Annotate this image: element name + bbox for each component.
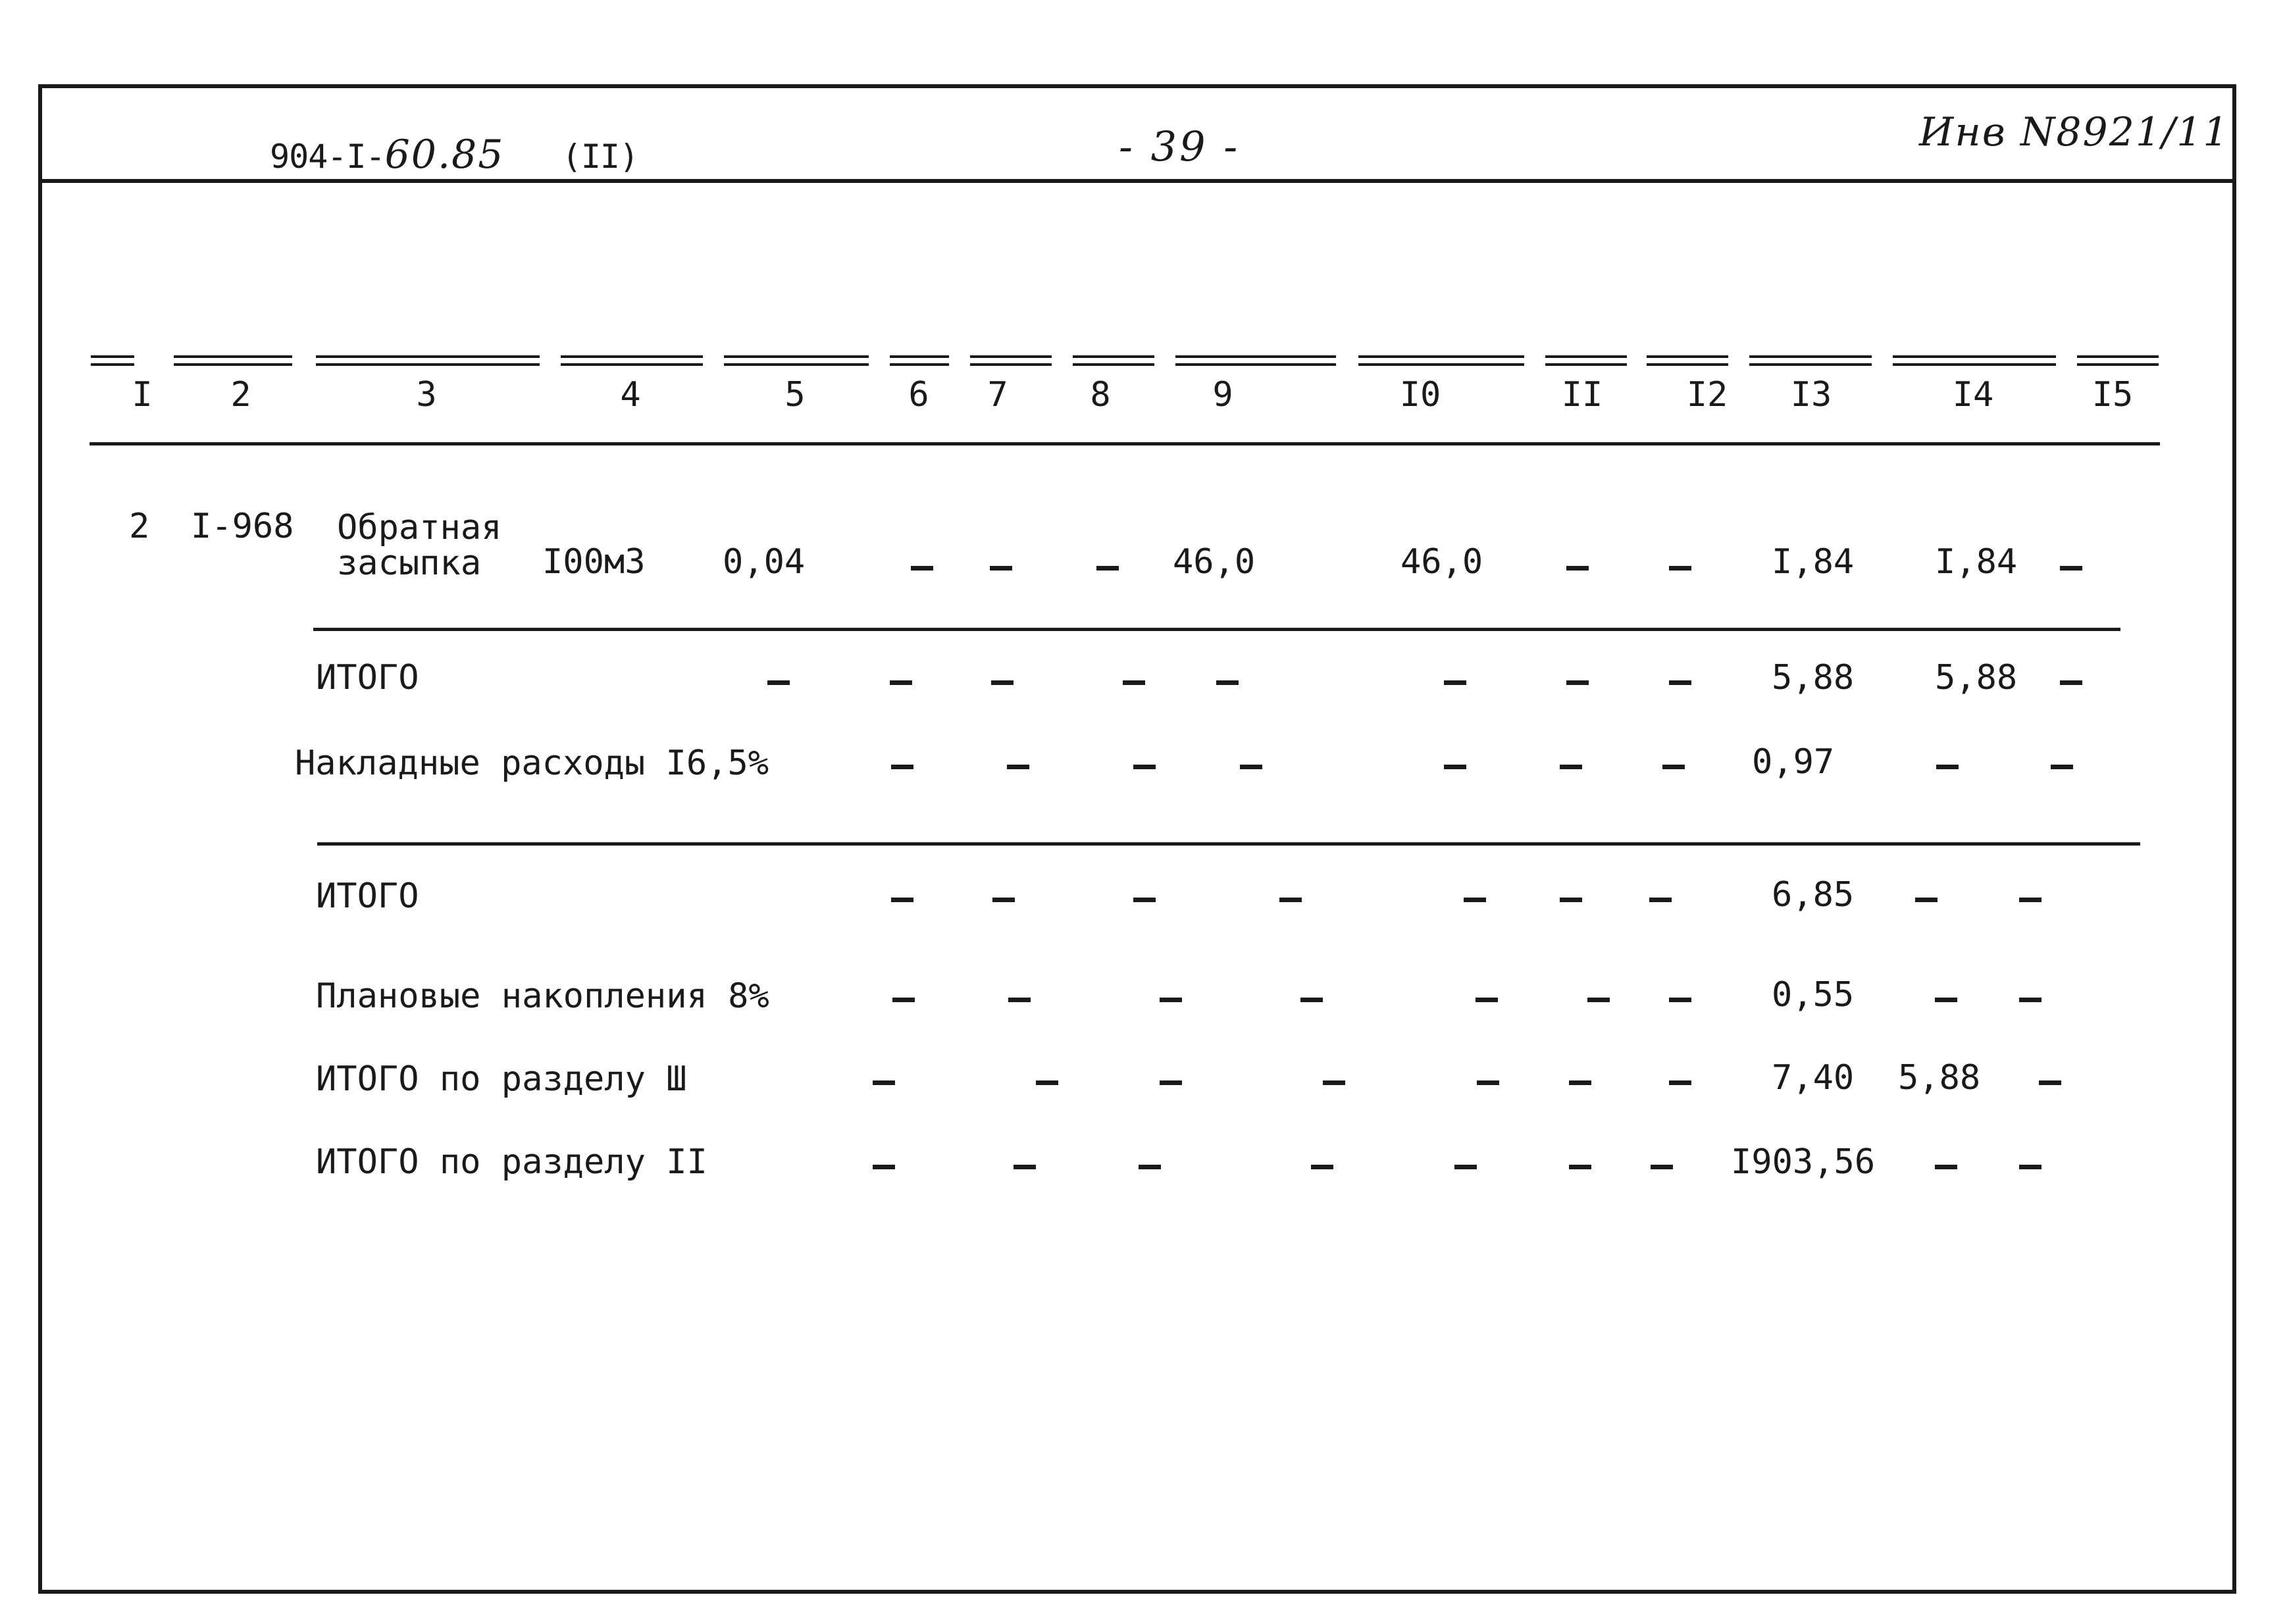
dash — [1662, 765, 1685, 769]
page-frame — [38, 84, 2236, 1594]
doc-code-suffix: (II) — [561, 138, 639, 176]
col-header-rule — [1749, 355, 1872, 366]
dash — [1476, 998, 1498, 1002]
column-number: 9 — [1212, 375, 1233, 415]
column-number: II — [1561, 375, 1603, 415]
dash — [1649, 898, 1672, 902]
column-number: 7 — [987, 375, 1008, 415]
dash — [1133, 898, 1156, 902]
dash — [1096, 566, 1119, 571]
dash — [1279, 898, 1302, 902]
row-col10: 46,0 — [1400, 542, 1483, 582]
inventory-number: Инв N8921/11 — [1919, 109, 2230, 155]
column-number: I2 — [1686, 375, 1728, 415]
row-quantity: 0,04 — [723, 542, 806, 582]
row-col9: 46,0 — [1173, 542, 1256, 582]
col-header-rule — [1893, 355, 2056, 366]
header-divider — [42, 179, 2236, 183]
column-number: 2 — [230, 375, 251, 415]
column-number: I — [132, 375, 153, 415]
overhead-label: Накладные расходы I6,5% — [295, 744, 769, 783]
dash — [2019, 1165, 2041, 1169]
doc-code-handwritten: 60.85 — [384, 132, 505, 178]
dash — [1216, 680, 1239, 685]
row-col13: I,84 — [1772, 542, 1855, 582]
dash — [1560, 765, 1582, 769]
dash — [1569, 1080, 1591, 1085]
dash — [1464, 898, 1486, 902]
row-code: I-968 — [191, 507, 294, 546]
table-header-rule — [90, 442, 2160, 445]
dash — [2060, 680, 2082, 685]
dash — [1160, 1080, 1182, 1085]
row-name-line1: Обратная — [337, 508, 502, 547]
dash — [1036, 1080, 1058, 1085]
dash — [1569, 1165, 1591, 1169]
dash — [1300, 998, 1323, 1002]
doc-code-prefix: 904-I- — [270, 138, 385, 176]
column-number: I3 — [1790, 375, 1832, 415]
dash — [1566, 566, 1589, 571]
dash — [2039, 1080, 2061, 1085]
dash — [1587, 998, 1610, 1002]
col-header-rule — [2077, 355, 2159, 366]
dash — [2019, 898, 2041, 902]
dash — [2051, 765, 2073, 769]
dash — [1008, 998, 1031, 1002]
section2-col13: I903,56 — [1731, 1142, 1876, 1182]
dash — [1444, 765, 1466, 769]
dash — [1669, 566, 1691, 571]
subtotal-rule — [317, 842, 2140, 846]
dash — [2019, 998, 2041, 1002]
column-number: 4 — [620, 375, 641, 415]
planned-label: Плановые накопления 8% — [316, 977, 769, 1016]
column-number: I4 — [1952, 375, 1994, 415]
dash — [1133, 765, 1156, 769]
col-header-rule — [316, 355, 540, 366]
dash — [1669, 680, 1691, 685]
dash — [767, 680, 790, 685]
section3-label: ИТОГО по разделу Ш — [316, 1059, 687, 1099]
col-header-rule — [91, 355, 134, 366]
subtotal-rule — [313, 628, 2120, 631]
dash — [1669, 998, 1691, 1002]
dash — [1454, 1165, 1477, 1169]
col-header-rule — [1647, 355, 1728, 366]
col-header-rule — [561, 355, 703, 366]
dash — [1444, 680, 1466, 685]
dash — [892, 998, 915, 1002]
itogo2-label: ИТОГО — [316, 876, 419, 916]
itogo-label: ИТОГО — [316, 658, 419, 698]
dash — [1139, 1165, 1161, 1169]
dash — [1014, 1165, 1036, 1169]
dash — [890, 680, 912, 685]
itogo2-col13: 6,85 — [1772, 875, 1855, 915]
dash — [891, 898, 913, 902]
dash — [911, 566, 933, 571]
col-header-rule — [1358, 355, 1524, 366]
dash — [1240, 765, 1262, 769]
col-header-rule — [724, 355, 869, 366]
dash — [873, 1080, 895, 1085]
dash — [2060, 566, 2082, 571]
section3-col13: 7,40 — [1772, 1058, 1855, 1098]
row-name-line2: засыпка — [337, 544, 482, 583]
page-number: - 39 - — [1119, 122, 1241, 170]
dash — [1007, 765, 1029, 769]
column-number: 8 — [1090, 375, 1111, 415]
column-number: 5 — [784, 375, 806, 415]
dash — [1323, 1080, 1345, 1085]
dash — [1915, 898, 1938, 902]
column-number: 6 — [908, 375, 929, 415]
itogo-col13: 5,88 — [1772, 658, 1855, 698]
dash — [990, 566, 1012, 571]
dash — [1477, 1080, 1499, 1085]
dash — [873, 1165, 895, 1169]
column-number: I5 — [2092, 375, 2134, 415]
col-header-rule — [970, 355, 1052, 366]
dash — [1651, 1165, 1673, 1169]
dash — [1566, 680, 1589, 685]
dash — [991, 680, 1014, 685]
dash — [1123, 680, 1145, 685]
column-number: 3 — [416, 375, 437, 415]
dash — [1160, 998, 1182, 1002]
document-code — [270, 132, 638, 178]
dash — [1560, 898, 1582, 902]
row-col14: I,84 — [1935, 542, 2018, 582]
dash — [891, 765, 913, 769]
dash — [1935, 998, 1957, 1002]
col-header-rule — [174, 355, 292, 366]
column-number: I0 — [1399, 375, 1441, 415]
dash — [1669, 1080, 1691, 1085]
col-header-rule — [1545, 355, 1627, 366]
overhead-col13: 0,97 — [1752, 742, 1835, 782]
row-number: 2 — [129, 507, 150, 546]
section2-label: ИТОГО по разделу II — [316, 1142, 707, 1182]
section3-col14: 5,88 — [1898, 1058, 1981, 1098]
col-header-rule — [890, 355, 949, 366]
col-header-rule — [1175, 355, 1336, 366]
dash — [1936, 765, 1959, 769]
dash — [992, 898, 1015, 902]
col-header-rule — [1073, 355, 1154, 366]
planned-col13: 0,55 — [1772, 975, 1855, 1015]
dash — [1935, 1165, 1957, 1169]
row-unit: I00м3 — [542, 542, 646, 582]
itogo-col14: 5,88 — [1935, 658, 2018, 698]
dash — [1311, 1165, 1333, 1169]
